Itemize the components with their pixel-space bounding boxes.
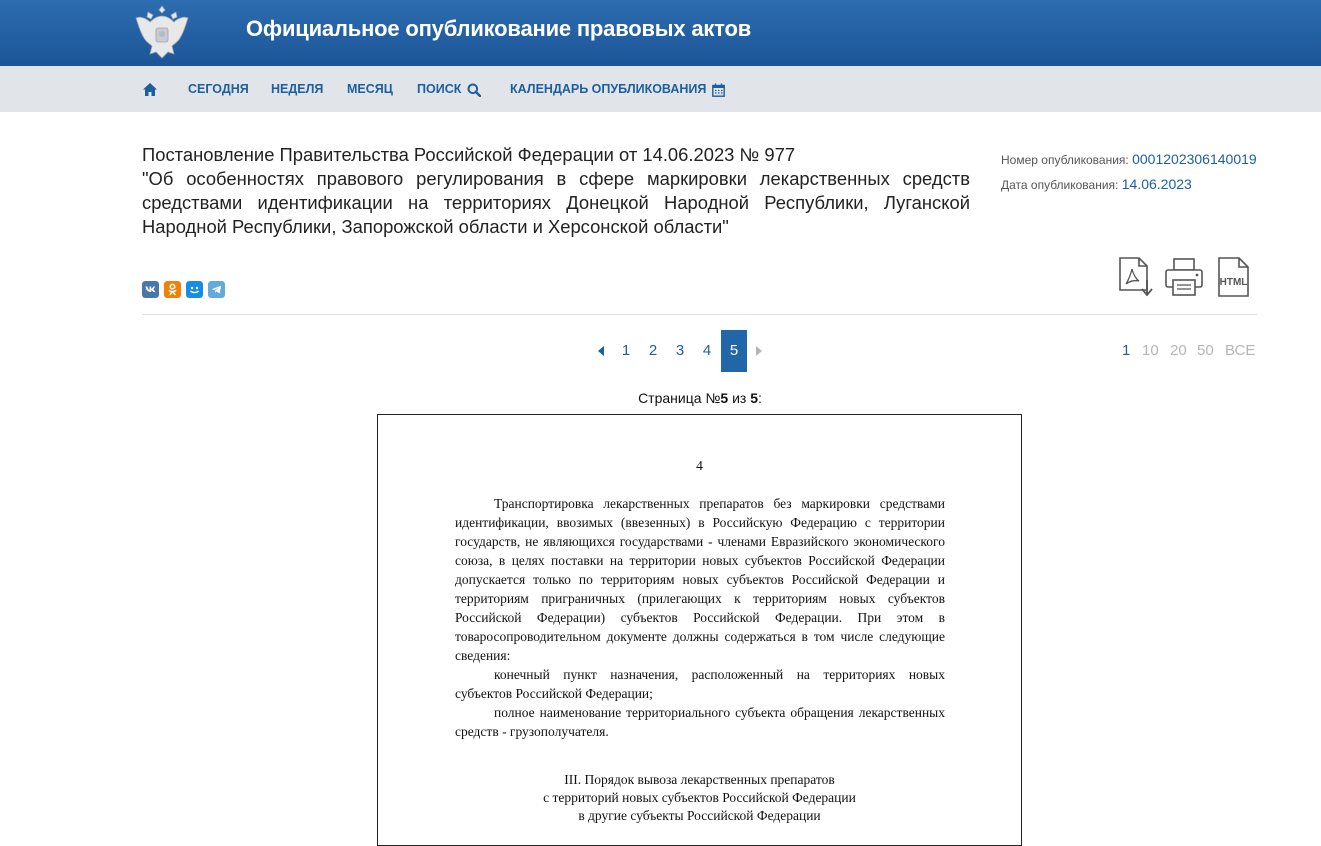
nav-today[interactable]: СЕГОДНЯ <box>188 82 249 96</box>
pub-date-label: Дата опубликования: <box>1001 178 1119 192</box>
nav-week[interactable]: НЕДЕЛЯ <box>271 82 324 96</box>
document-title-line: Постановление Правительства Российской Федерации от 14.06.2023 № 977 <box>142 144 796 165</box>
scanned-page-image <box>377 414 1022 846</box>
per-page-1[interactable]: 1 <box>1122 342 1131 359</box>
per-page-10[interactable]: 10 <box>1142 342 1159 359</box>
page-caption-mid: из <box>728 390 751 406</box>
per-page-50[interactable]: 50 <box>1197 342 1214 359</box>
scan-heading-line: III. Порядок вывоза лекарственных препаратов <box>564 772 835 787</box>
ok-share-icon[interactable] <box>164 281 181 298</box>
scan-paragraph: полное наименование территориального субъекта обращения лекарственных средств - грузополучателя. <box>455 705 945 739</box>
printer-icon <box>1164 256 1204 298</box>
prev-page-arrow-icon[interactable] <box>597 346 605 356</box>
home-link[interactable] <box>142 66 158 112</box>
print-button[interactable] <box>1164 256 1204 303</box>
scan-heading-line: в другие субъекты Российской Федерации <box>578 808 821 823</box>
scan-paragraph: Транспортировка лекарственных препаратов без маркировки средствами идентификации, ввозимых (ввезенных) в Российскую Федерацию с территории государств, не являющихся государствами - членами Евразийского экономического союза, в целях поставки на территории новых субъектов Российской Федерации допускается только по территориям новых субъектов Российской Федерации и территориям приграничных (прилегающих к территориям новых субъектов Российской Федерации) субъектов Российской Федерации. При этом в товаросопроводительном документе должны содержаться в том числе следующие сведения: <box>455 496 945 663</box>
scan-section-heading <box>378 771 1021 825</box>
document-subtitle: "Об особенностях правового регулирования в сфере маркировки лекарственных средств средствами идентификации на территориях Донецкой Народной Республики, Луганской Народной Республики, Запорожской области и Херсонской области" <box>142 168 970 237</box>
page-link-5-current[interactable]: 5 <box>721 330 747 372</box>
page-caption-current: 5 <box>720 390 729 406</box>
next-page-arrow-icon[interactable] <box>755 346 763 356</box>
scan-heading-line: с территорий новых субъектов Российской Федерации <box>543 790 856 805</box>
page-caption-suffix: : <box>758 390 762 406</box>
nav-search-label: ПОИСК <box>417 82 462 96</box>
main-nav <box>0 66 1321 112</box>
page-link-3[interactable]: 3 <box>675 342 685 359</box>
per-page-all[interactable]: ВСЕ <box>1225 342 1256 359</box>
home-icon <box>142 82 158 97</box>
nav-calendar[interactable] <box>510 66 725 112</box>
site-title[interactable]: Официальное опубликование правовых актов <box>246 16 752 41</box>
download-pdf-button[interactable] <box>1117 256 1155 303</box>
nav-calendar-label: КАЛЕНДАРЬ ОПУБЛИКОВАНИЯ <box>510 82 707 96</box>
page-link-2[interactable]: 2 <box>648 342 658 359</box>
pdf-download-icon <box>1117 256 1155 298</box>
page-link-1[interactable]: 1 <box>621 342 631 359</box>
page-link-4[interactable]: 4 <box>702 342 712 359</box>
page-caption-total: 5 <box>750 390 759 406</box>
page-caption-prefix: Страница № <box>638 390 721 406</box>
calendar-icon <box>712 83 725 97</box>
nav-search[interactable] <box>417 66 481 112</box>
nav-month[interactable]: МЕСЯЦ <box>347 82 393 96</box>
scan-body <box>455 494 945 741</box>
html-version-button[interactable] <box>1216 256 1252 303</box>
scan-page-number: 4 <box>696 458 703 473</box>
site-header <box>0 0 1321 66</box>
per-page-20[interactable]: 20 <box>1170 342 1187 359</box>
search-icon <box>467 83 481 97</box>
telegram-share-icon[interactable] <box>208 281 225 298</box>
pub-number: 0001202306140019 <box>1132 151 1257 167</box>
coat-of-arms-icon[interactable] <box>134 2 190 60</box>
pub-date: 14.06.2023 <box>1121 176 1192 192</box>
html-file-icon <box>1216 256 1252 298</box>
divider <box>142 314 1257 315</box>
html-label: HTML <box>1219 277 1248 288</box>
vk-share-icon[interactable] <box>142 281 159 298</box>
publication-meta <box>1001 147 1257 197</box>
page-caption <box>0 390 1321 406</box>
pub-number-label: Номер опубликования: <box>1001 153 1129 167</box>
moimir-share-icon[interactable] <box>186 281 203 298</box>
scan-paragraph: конечный пункт назначения, расположенный на территориях новых субъектов Российской Федерации; <box>455 667 945 701</box>
document-title <box>142 143 970 239</box>
